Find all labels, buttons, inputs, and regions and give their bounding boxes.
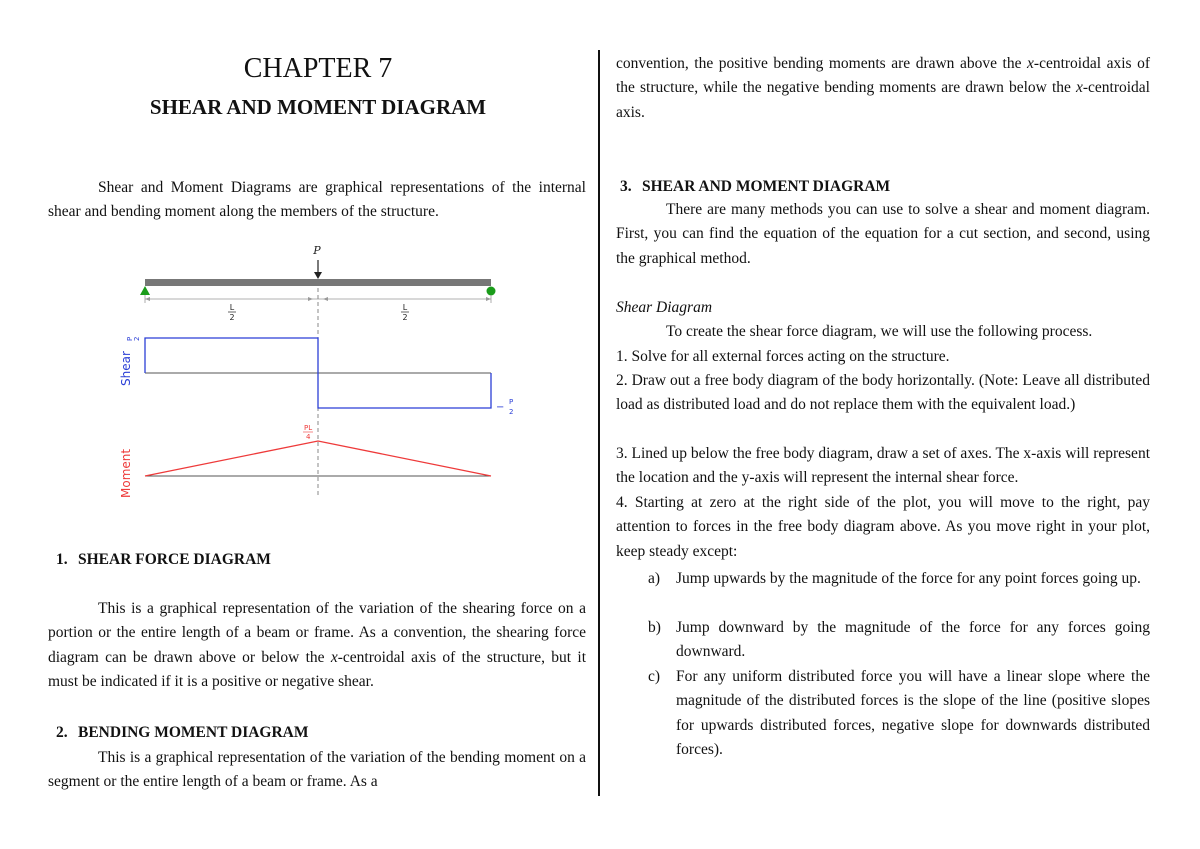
section3-heading — [620, 176, 890, 198]
continuation-paragraph — [616, 52, 1150, 125]
column-divider — [598, 50, 600, 796]
moment-peak-num: PL — [304, 424, 313, 432]
cont-b: -centroidal axis of the structure, while the negative bending moments are drawn below the — [616, 55, 1150, 97]
step-3: 3. Lined up below the free body diagram, draw a set of axes. The x-axis will represent the location and the y-axis will represent the internal shear force. — [616, 445, 1150, 487]
section1-number: 1. — [56, 551, 68, 568]
intro-paragraph: Shear and Moment Diagrams are graphical representations of the internal shear and bending moment along the members of the structure. — [48, 179, 586, 221]
moment-axis-label: Moment — [119, 448, 133, 498]
cont-x2: x — [1075, 79, 1083, 97]
shear-neg-sign: − — [496, 402, 505, 413]
dim-arrow-l1 — [145, 297, 150, 301]
dim-arrow-r1 — [308, 297, 313, 301]
subitem-a-text: Jump upwards by the magnitude of the force for any point forces going up. — [676, 570, 1141, 587]
half-span-num-right: L — [402, 303, 408, 312]
shear-pos-den: 2 — [133, 336, 141, 341]
shear-neg-den: 2 — [509, 408, 514, 416]
cont-a: convention, the positive bending moments are drawn above the — [616, 55, 1028, 72]
moment-peak-den: 4 — [306, 433, 311, 441]
roller-support — [487, 287, 496, 296]
load-arrow-head — [314, 272, 322, 279]
section3-title: SHEAR AND MOMENT DIAGRAM — [642, 178, 891, 195]
shear-moment-figure — [108, 236, 518, 506]
half-span-den-right: 2 — [402, 313, 408, 322]
step-4: 4. Starting at zero at the right side of the plot, you will move to the right, pay attention to forces in the free body diagram above. As you move right in your plot, keep steady except: — [616, 494, 1150, 560]
subitem-b-label: b) — [648, 619, 661, 636]
section2-title: BENDING MOMENT DIAGRAM — [78, 724, 309, 741]
shear-diagram-heading: Shear Diagram — [616, 299, 713, 316]
section1-title: SHEAR FORCE DIAGRAM — [78, 551, 271, 568]
step-2: 2. Draw out a free body diagram of the body horizontally. (Note: Leave all distributed load as distributed load and do not replace them with the equivalent load.) — [616, 372, 1150, 414]
section2-number: 2. — [56, 724, 68, 741]
chapter-title: CHAPTER 7 — [243, 53, 393, 84]
section1-body-a: This is a graphical representation of the variation of the shearing force on a portion or the entire length of a beam or frame. As a convention, the shearing force diagram can be drawn above or below the — [48, 600, 586, 666]
section2-body: This is a graphical representation of the variation of the bending moment on a segment or the entire length of a beam or frame. As a — [48, 749, 586, 791]
figure-svg — [108, 236, 518, 506]
section1-heading — [56, 549, 271, 571]
cont-c: -centroidal axis. — [616, 79, 1150, 121]
shear-intro: To create the shear force diagram, we will use the following process. — [666, 323, 1093, 340]
cont-x1: x — [1027, 55, 1034, 72]
subitem-c-label: c) — [648, 668, 661, 685]
dim-arrow-l2 — [323, 297, 328, 301]
section1-body — [48, 597, 586, 694]
shear-axis-label: Shear — [119, 351, 133, 386]
section3-number: 3. — [620, 178, 632, 195]
half-span-den-left: 2 — [229, 313, 235, 322]
load-label: P — [313, 244, 321, 257]
subitem-b-text: Jump downward by the magnitude of the force for any forces going downward. — [676, 619, 1150, 661]
half-span-num-left: L — [229, 303, 235, 312]
subitem-c-text: For any uniform distributed force you will have a linear slope where the magnitude of the distributed forces is the slope of the line (positive slopes for upwards distributed forces, negative slope for downwards distributed forces). — [676, 668, 1150, 758]
section2-heading — [56, 722, 309, 744]
section1-body-b: -centroidal axis of the structure, but it must be indicated if it is a positive or negative shear. — [48, 648, 587, 690]
subitem-a-label: a) — [648, 570, 661, 587]
beam — [145, 279, 491, 286]
chapter-subtitle: SHEAR AND MOMENT DIAGRAM — [149, 95, 487, 119]
shear-pos-num: P — [126, 336, 134, 341]
section1-body-x: x — [330, 648, 338, 666]
pin-support — [140, 286, 150, 295]
dim-arrow-r2 — [486, 297, 491, 301]
step-1: 1. Solve for all external forces acting on the structure. — [616, 348, 950, 365]
shear-neg-num: P — [509, 398, 514, 406]
section3-body: There are many methods you can use to solve a shear and moment diagram. First, you can find the equation of the equation for a cut section, and second, using the graphical method. — [616, 201, 1150, 267]
